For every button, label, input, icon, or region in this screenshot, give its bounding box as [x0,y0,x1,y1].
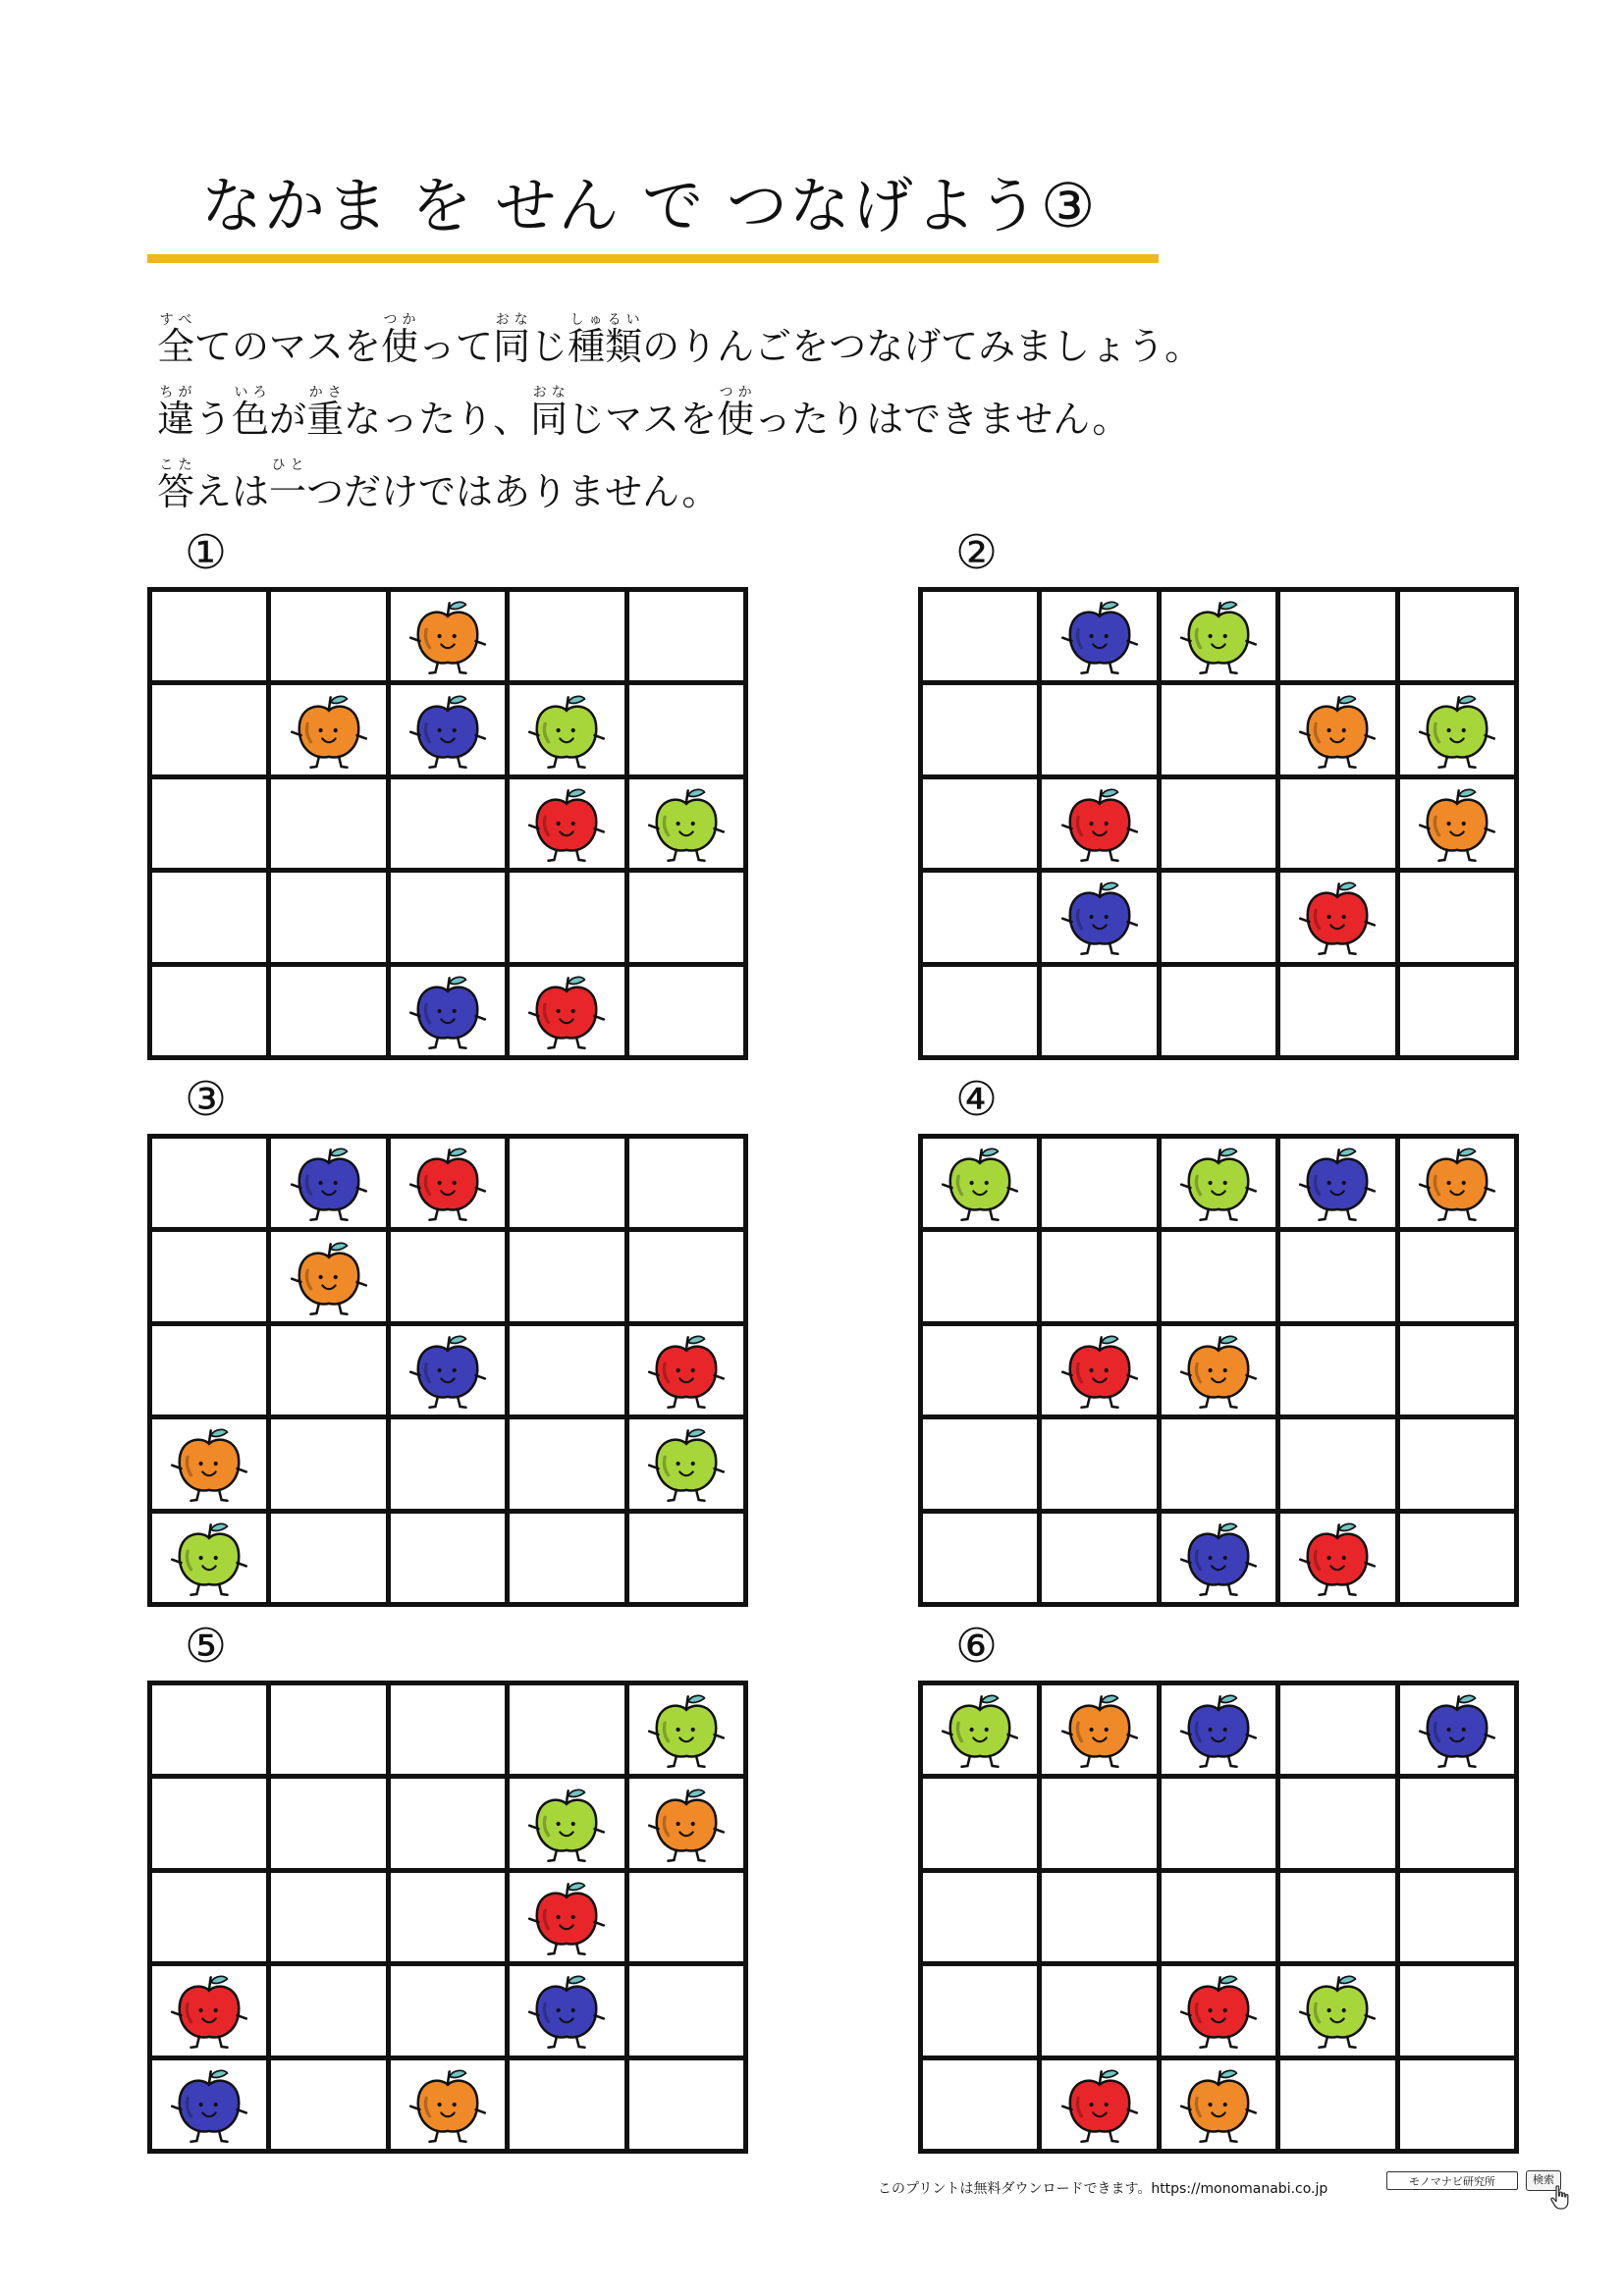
grid-cell [923,685,1037,774]
grid-cell [391,592,505,680]
ruby-word: 使つか [717,385,755,441]
grid-cell [271,2060,385,2149]
grid-cell [923,1779,1037,1867]
grid-cell [271,1966,385,2055]
grid-cell [391,1326,505,1415]
hand-pointer-icon [1549,2185,1571,2211]
instruction-line-2: 違ちがう色いろが重かさなったり、同おなじマスを使つかったりはできません。 [157,385,1130,441]
blue-apple-icon [406,689,489,772]
blue-apple-icon [1058,876,1141,958]
grid-cell [629,779,743,868]
grid-cell [1400,1514,1514,1602]
red-apple-icon [168,1969,250,2052]
grid-cell [391,1139,505,1227]
green-apple-icon [645,1422,728,1505]
grid-cell [271,1232,385,1320]
grid-cell [1400,1326,1514,1415]
grid-cell [391,1685,505,1774]
grid-cell [629,1685,743,1774]
grid-cell [629,2060,743,2149]
grid-cell [1042,1326,1156,1415]
grid-cell [1042,1419,1156,1508]
grid-cell [1400,967,1514,1055]
orange-apple-icon [168,1422,250,1505]
grid-cell [1162,1326,1275,1415]
grid-cell [1400,1873,1514,1961]
grid-cell [1042,1514,1156,1602]
red-apple-icon [525,782,608,865]
grid-cell [152,2060,266,2149]
grid-cell [629,1966,743,2055]
orange-apple-icon [645,1783,728,1865]
grid-cell [1400,873,1514,961]
puzzle-label: ④ [955,1072,999,1127]
grid-cell [510,1419,623,1508]
grid-cell [1042,1873,1156,1961]
grid-cell [629,1873,743,1961]
grid-cell [1280,1873,1394,1961]
grid-cell [923,1514,1037,1602]
grid-cell [152,1779,266,1867]
puzzle-grid [918,1681,1519,2154]
grid-cell [510,592,623,680]
grid-cell [391,967,505,1055]
grid-cell [1162,2060,1275,2149]
grid-cell [391,685,505,774]
green-apple-icon [525,1783,608,1865]
grid-cell [923,873,1037,961]
grid-cell [1042,685,1156,774]
puzzle-label: ① [185,525,228,580]
grid-cell [271,592,385,680]
blue-apple-icon [1177,1688,1260,1771]
grid-cell [152,873,266,961]
grid-cell [629,1232,743,1320]
grid-cell [629,1139,743,1227]
grid-cell [629,1326,743,1415]
grid-cell [923,967,1037,1055]
grid-cell [1042,967,1156,1055]
grid-cell [1280,1779,1394,1867]
grid-cell [271,1326,385,1415]
grid-cell [923,1139,1037,1227]
blue-apple-icon [1177,1517,1260,1599]
orange-apple-icon [1058,1688,1141,1771]
grid-cell [152,1326,266,1415]
ruby-word: 違ちが [157,385,195,441]
grid-cell [391,873,505,961]
grid-cell [510,1232,623,1320]
grid-cell [152,1232,266,1320]
red-apple-icon [645,1329,728,1412]
green-apple-icon [1416,689,1498,772]
grid-cell [1280,1139,1394,1227]
ruby-word: 使つか [381,312,419,368]
grid-cell [510,2060,623,2149]
puzzle-label: ⑥ [955,1619,999,1674]
ruby-word: 色いろ [232,385,270,441]
puzzle-label: ② [955,525,999,580]
grid-cell [629,685,743,774]
instruction-line-3: 答こたえは一ひとつだけではありません。 [157,457,720,513]
red-apple-icon [1058,1329,1141,1412]
grid-cell [1280,1326,1394,1415]
blue-apple-icon [406,1329,489,1412]
grid-cell [1162,1685,1275,1774]
grid-cell [391,779,505,868]
grid-cell [1280,1685,1394,1774]
red-apple-icon [525,1876,608,1958]
grid-cell [1280,685,1394,774]
grid-cell [923,1685,1037,1774]
grid-cell [271,1514,385,1602]
red-apple-icon [1296,876,1379,958]
grid-cell [1280,779,1394,868]
page-title: なかま を せん で つなげよう③ [201,170,1098,241]
grid-cell [271,1873,385,1961]
grid-cell [629,873,743,961]
grid-cell [1162,779,1275,868]
grid-cell [152,779,266,868]
grid-cell [1400,592,1514,680]
green-apple-icon [939,1142,1021,1224]
puzzle-grid [147,587,748,1060]
grid-cell [1400,1779,1514,1867]
grid-cell [271,873,385,961]
grid-cell [152,1685,266,1774]
red-apple-icon [1058,782,1141,865]
ruby-word: 一ひと [269,457,307,513]
grid-cell [510,1139,623,1227]
grid-cell [1280,2060,1394,2149]
orange-apple-icon [288,1236,370,1318]
grid-cell [391,1873,505,1961]
grid-cell [1162,1419,1275,1508]
grid-cell [923,1326,1037,1415]
ruby-word: 全すべ [157,312,195,368]
grid-cell [1042,1232,1156,1320]
grid-cell [1400,685,1514,774]
red-apple-icon [1296,1517,1379,1599]
grid-cell [1162,1873,1275,1961]
grid-cell [510,685,623,774]
green-apple-icon [168,1517,250,1599]
grid-cell [152,685,266,774]
red-apple-icon [406,1142,489,1224]
grid-cell [923,779,1037,868]
grid-cell [1400,2060,1514,2149]
grid-cell [1400,1232,1514,1320]
green-apple-icon [1177,1142,1260,1224]
puzzle-grid [147,1134,748,1607]
grid-cell [1280,1232,1394,1320]
grid-cell [271,1779,385,1867]
grid-cell [1280,1419,1394,1508]
blue-apple-icon [288,1142,370,1224]
grid-cell [510,873,623,961]
grid-cell [923,592,1037,680]
ruby-word: 同おな [493,312,531,368]
ruby-word: 答こた [157,457,195,513]
orange-apple-icon [1177,2063,1260,2146]
instruction-line-1: 全すべてのマスを使つかって同おなじ種類しゅるいのりんごをつなげてみましょう。 [157,312,1203,368]
grid-cell [629,1419,743,1508]
puzzle-label: ③ [185,1072,228,1127]
blue-apple-icon [1416,1688,1498,1771]
grid-cell [1042,1779,1156,1867]
grid-cell [923,1873,1037,1961]
grid-cell [629,1514,743,1602]
grid-cell [1162,1139,1275,1227]
grid-cell [391,1779,505,1867]
grid-cell [1280,1514,1394,1602]
grid-cell [1042,1139,1156,1227]
title-underline [147,254,1159,263]
grid-cell [152,1139,266,1227]
grid-cell [510,1514,623,1602]
search-button: 検索 [1526,2170,1561,2191]
red-apple-icon [1177,1969,1260,2052]
grid-cell [629,967,743,1055]
grid-cell [271,1139,385,1227]
grid-cell [271,967,385,1055]
grid-cell [391,2060,505,2149]
grid-cell [1400,779,1514,868]
grid-cell [510,967,623,1055]
grid-cell [510,1966,623,2055]
grid-cell [510,779,623,868]
footer-text: このプリントは無料ダウンロードできます。https://monomanabi.co.jp [878,2181,1328,2197]
green-apple-icon [645,1688,728,1771]
grid-cell [152,1966,266,2055]
grid-cell [923,2060,1037,2149]
grid-cell [1400,1685,1514,1774]
grid-cell [1042,1685,1156,1774]
grid-cell [152,967,266,1055]
grid-cell [1042,592,1156,680]
grid-cell [152,1873,266,1961]
grid-cell [391,1514,505,1602]
grid-cell [1280,967,1394,1055]
grid-cell [152,1419,266,1508]
grid-cell [1280,592,1394,680]
orange-apple-icon [288,689,370,772]
grid-cell [391,1419,505,1508]
orange-apple-icon [406,595,489,677]
grid-cell [1162,1966,1275,2055]
grid-cell [1162,873,1275,961]
grid-cell [510,1873,623,1961]
grid-cell [271,685,385,774]
red-apple-icon [1058,2063,1141,2146]
grid-cell [1162,1779,1275,1867]
orange-apple-icon [1177,1329,1260,1412]
orange-apple-icon [406,2063,489,2146]
grid-cell [1400,1966,1514,2055]
grid-cell [1162,1232,1275,1320]
grid-cell [510,1326,623,1415]
grid-cell [1280,1966,1394,2055]
ruby-word: 同おな [530,385,568,441]
red-apple-icon [525,970,608,1052]
blue-apple-icon [1058,595,1141,677]
grid-cell [271,1419,385,1508]
grid-cell [510,1685,623,1774]
grid-cell [629,1779,743,1867]
blue-apple-icon [1296,1142,1379,1224]
grid-cell [271,1685,385,1774]
grid-cell [923,1232,1037,1320]
blue-apple-icon [168,2063,250,2146]
grid-cell [1042,873,1156,961]
puzzle-grid [147,1681,748,2154]
grid-cell [923,1966,1037,2055]
orange-apple-icon [1416,1142,1498,1224]
grid-cell [1400,1419,1514,1508]
grid-cell [1280,873,1394,961]
green-apple-icon [525,689,608,772]
grid-cell [1400,1139,1514,1227]
search-field: モノマナビ研究所 [1386,2171,1518,2190]
grid-cell [152,1514,266,1602]
ruby-word: 重かさ [306,385,345,441]
puzzle-grid [918,587,1519,1060]
grid-cell [1162,685,1275,774]
grid-cell [629,592,743,680]
orange-apple-icon [1296,689,1379,772]
grid-cell [1162,592,1275,680]
grid-cell [391,1966,505,2055]
green-apple-icon [1177,595,1260,677]
grid-cell [152,592,266,680]
grid-cell [510,1779,623,1867]
puzzle-grid [918,1134,1519,1607]
orange-apple-icon [1416,782,1498,865]
grid-cell [923,1419,1037,1508]
blue-apple-icon [406,970,489,1052]
puzzle-label: ⑤ [185,1619,228,1674]
grid-cell [1042,779,1156,868]
grid-cell [391,1232,505,1320]
grid-cell [271,779,385,868]
blue-apple-icon [525,1969,608,2052]
green-apple-icon [1296,1969,1379,2052]
grid-cell [1042,2060,1156,2149]
grid-cell [1162,1514,1275,1602]
grid-cell [1162,967,1275,1055]
grid-cell [1042,1966,1156,2055]
green-apple-icon [645,782,728,865]
green-apple-icon [939,1688,1021,1771]
ruby-word: 種類しゅるい [568,312,643,368]
